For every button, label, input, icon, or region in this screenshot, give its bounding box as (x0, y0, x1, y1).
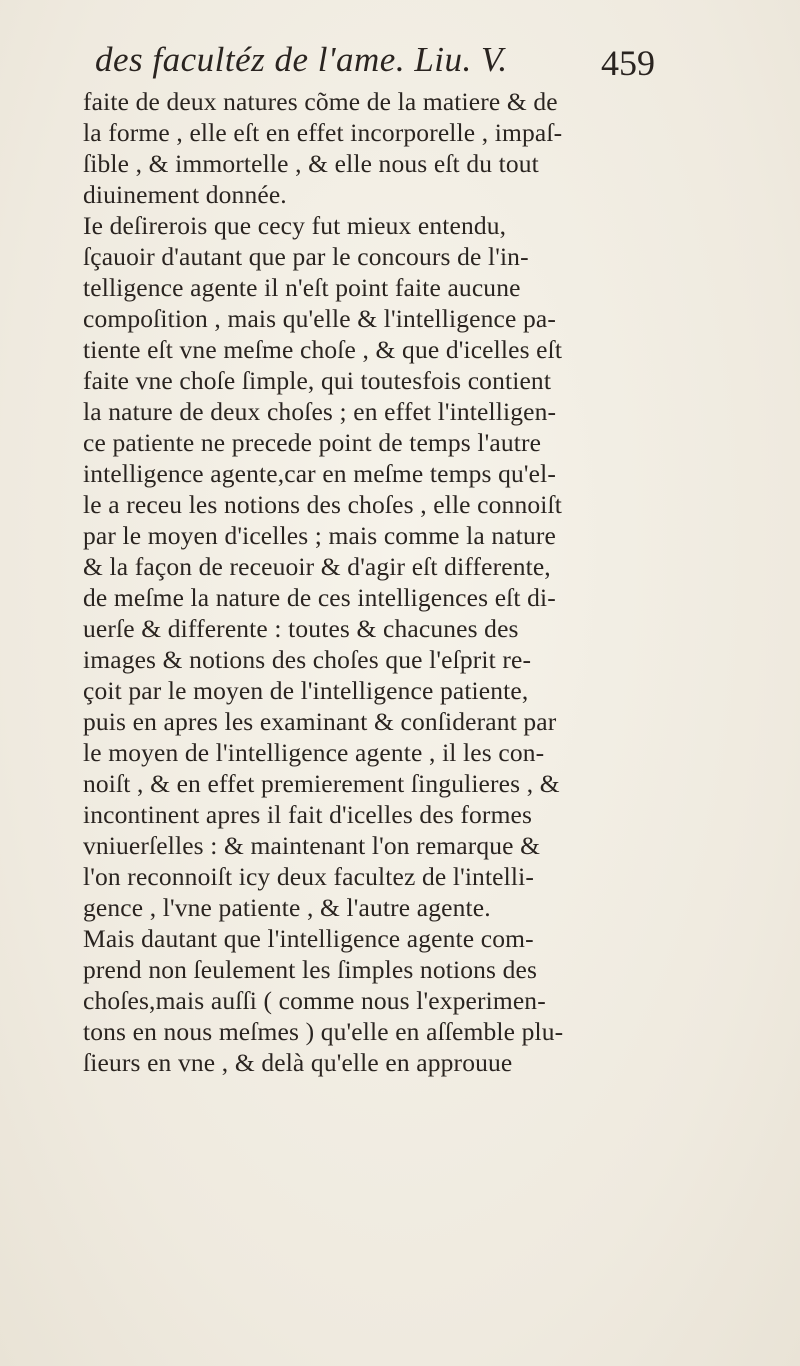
text-line: telligence agente il n'eſt point faite aucune (83, 273, 521, 302)
text-line: prend non ſeulement les ſimples notions des (83, 955, 538, 984)
text-line: diuinement donnée. (83, 180, 287, 209)
text-line: ſible , & immortelle , & elle nous eſt du tout (83, 149, 539, 178)
text-line: la nature de deux choſes ; en effet l'intelligen- (83, 397, 557, 426)
text-line: le a receu les notions des choſes , elle connoiſt (83, 490, 562, 519)
text-line: uerſe & differente : toutes & chacunes des (83, 614, 519, 643)
text-line: images & notions des choſes que l'eſprit re- (83, 645, 532, 674)
text-line: gence , l'vne patiente , & l'autre agente. (83, 893, 491, 922)
text-line: tiente eſt vne meſme choſe , & que d'icelles eſt (83, 335, 563, 364)
text-line: le moyen de l'intelligence agente , il les con- (83, 738, 545, 767)
text-line: intelligence agente,car en meſme temps qu'el- (83, 459, 556, 488)
text-line: Mais dautant que l'intelligence agente com- (83, 924, 534, 953)
text-line: çoit par le moyen de l'intelligence patiente, (83, 676, 529, 705)
text-line: Ie deſirerois que cecy fut mieux entendu, (83, 211, 507, 240)
text-line: compoſition , mais qu'elle & l'intelligence pa- (83, 304, 556, 333)
text-line: & la façon de receuoir & d'agir eſt differente, (83, 552, 551, 581)
text-line: incontinent apres il fait d'icelles des formes (83, 800, 533, 829)
text-line: par le moyen d'icelles ; mais comme la nature (83, 521, 557, 550)
text-line: puis en apres les examinant & conſiderant par (83, 707, 557, 736)
running-head: des facultéz de l'ame. Liu. V. (95, 40, 508, 79)
text-line: faite de deux natures cõme de la matiere & de (83, 87, 558, 116)
text-line: la forme , elle eſt en effet incorporelle , impaſ- (83, 118, 563, 147)
page-header (95, 40, 655, 90)
page-number: 459 (601, 43, 655, 83)
text-line: faite vne choſe ſimple, qui toutesfois contient (83, 366, 552, 395)
text-line: vniuerſelles : & maintenant l'on remarque & (83, 831, 541, 860)
text-line: noiſt , & en effet premierement ſingulieres , & (83, 769, 560, 798)
text-line: ſieurs en vne , & delà qu'elle en approuue (83, 1048, 513, 1077)
text-line: choſes,mais auſſi ( comme nous l'experimen- (83, 986, 546, 1015)
text-line: de meſme la nature de ces intelligences eſt di- (83, 583, 556, 612)
text-line: l'on reconnoiſt icy deux facultez de l'intelli- (83, 862, 534, 891)
text-line: tons en nous meſmes ) qu'elle en aſſemble plu- (83, 1017, 564, 1046)
text-line: ce patiente ne precede point de temps l'autre (83, 428, 542, 457)
body-text (83, 86, 723, 1078)
text-line: ſçauoir d'autant que par le concours de l'in- (83, 242, 529, 271)
